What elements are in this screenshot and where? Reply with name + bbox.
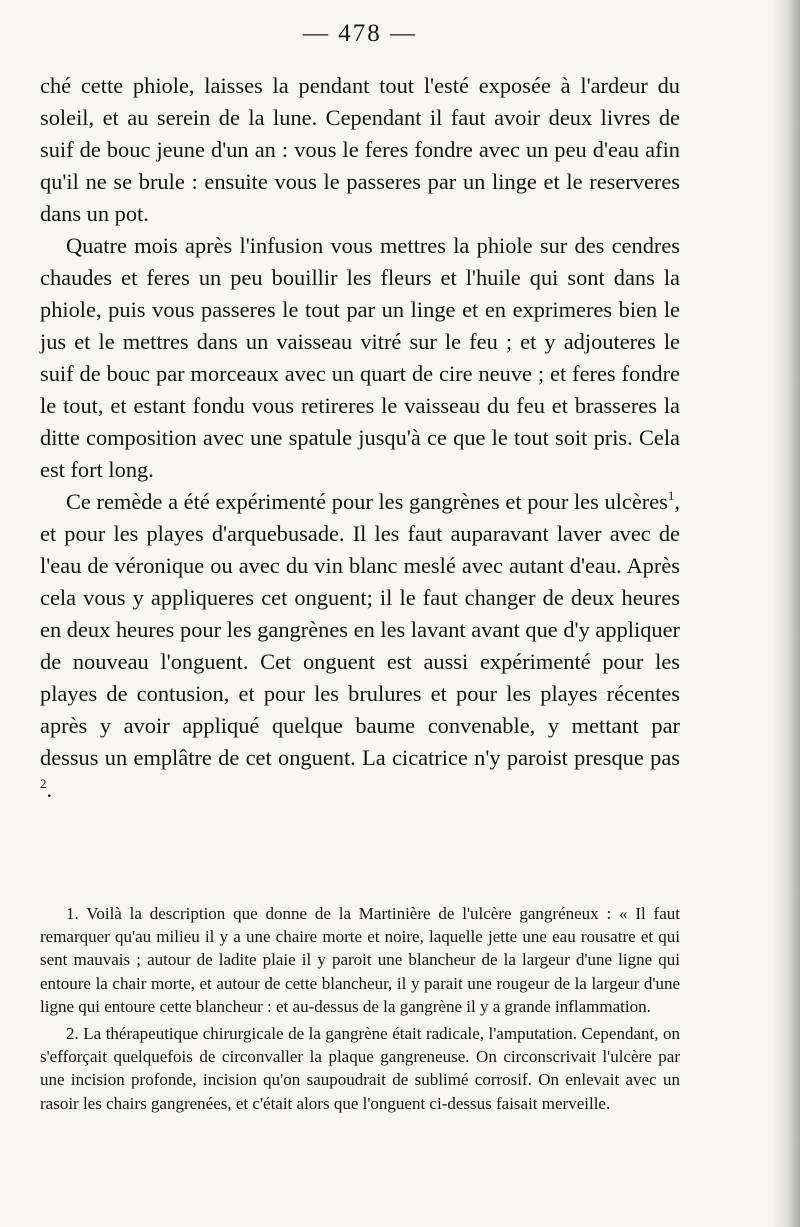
paragraph-3-text-b: , et pour les playes d'arquebusade. Il les faut auparavant laver avec de l'eau de véronique ou avec du vin blanc meslé avec autant d'eau. Après cela vous y appliqueres cet onguent; il le faut changer de deux heures en deux heures pour les gangrènes en les lavant avant que d'y appliquer de nouveau l'onguent. Cet onguent est aussi expérimenté pour les playes de contusion, et pour les brulures et pour les playes récentes après y avoir appliqué quelque baume convenable, y mettant par dessus un emplâtre de cet onguent. La cicatrice n'y paroist presque pas <box>40 489 680 770</box>
page-edge-shadow <box>770 0 800 1227</box>
paragraph-3-text-a: Ce remède a été expérimenté pour les gangrènes et pour les ulcères <box>66 489 668 514</box>
footnote-ref-1: 1 <box>667 488 675 503</box>
paragraph-1: ché cette phiole, laisses la pendant tout l'esté exposée à l'ardeur du soleil, et au serein de la lune. Cependant il faut avoir deux livres de suif de bouc jeune d'un an : vous le feres fondre avec un peu d'eau afin qu'il ne se brule : ensuite vous le passeres par un linge et le reserveres dans un pot. <box>40 73 680 226</box>
paragraph-3-end: . <box>46 777 53 802</box>
paragraph-3 <box>40 486 680 806</box>
paragraph-2: Quatre mois après l'infusion vous mettres la phiole sur des cendres chaudes et feres un peu bouillir les fleurs et l'huile qui sont dans la phiole, puis vous passeres le tout par un linge et en exprimeres bien le jus et le mettres dans un vaisseau vitré sur le feu ; et y adjouteres le suif de bouc par morceaux avec un quart de cire neuve ; et feres fondre le tout, et estant fondu vous retireres le vaisseau du feu et brasseres la ditte composition avec une spatule jusqu'à ce que le tout soit pris. Cela est fort long. <box>40 233 680 482</box>
footnotes <box>40 902 680 1115</box>
main-text <box>40 70 680 806</box>
footnote-1: 1. Voilà la description que donne de la Martinière de l'ulcère gangréneux : « Il faut remarquer qu'au milieu il y a une chaire morte et noire, laquelle jette une eau rousatre et qui sent mauvais ; autour de ladite plaie il y paroit une blancheur de la largeur d'une ligne qui entoure la chair morte, et autour de cette blancheur, il y parait une rougeur de la largeur d'une ligne qui entoure cette blancheur : et au-dessus de la gangrène il y a grande inflammation. <box>40 904 680 1016</box>
footnote-2: 2. La thérapeutique chirurgicale de la gangrène était radicale, l'amputation. Cependant, on s'efforçait quelquefois de circonvaller la plaque gangreneuse. On circonscrivait l'ulcère par une incision profonde, incision qu'on saupoudrait de sublimé corrosif. On enlevait avec un rasoir les chairs gangrenées, et c'était alors que l'onguent ci-dessus faisait merveille. <box>40 1024 680 1113</box>
page-number: — 478 — <box>303 20 417 47</box>
footnote-ref-2: 2 <box>40 776 47 791</box>
